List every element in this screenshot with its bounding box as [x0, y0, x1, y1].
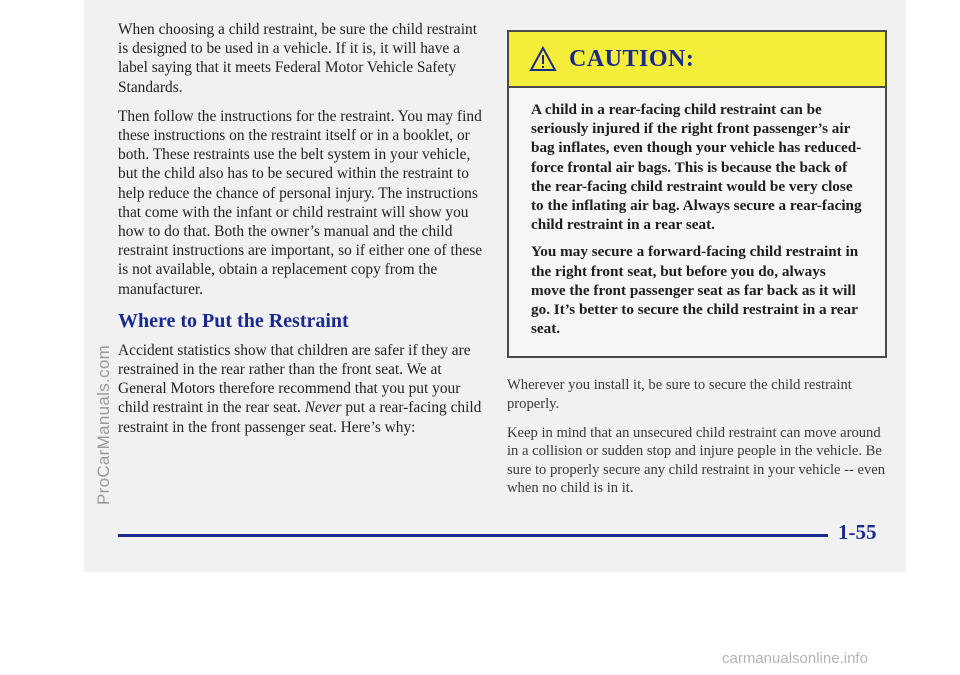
- paragraph-accident-statistics: [118, 341, 490, 437]
- caution-title: CAUTION:: [569, 45, 695, 72]
- left-column: [118, 20, 490, 447]
- caution-header: [509, 32, 885, 88]
- paragraph-secure-properly: Wherever you install it, be sure to secure the child restraint properly.: [507, 377, 852, 413]
- section-heading: Where to Put the Restraint: [118, 309, 349, 332]
- caution-paragraph-forward-facing: You may secure a forward-facing child restraint in the right front seat, but before you do, always move the front passenger seat as far back as it will go. It’s better to secure the child restraint in a rear seat.: [531, 243, 859, 338]
- page-number: 1-55: [838, 520, 877, 544]
- emphasis-never: Never: [304, 399, 342, 417]
- watermark-side: ProCarManuals.com: [94, 344, 113, 505]
- watermark-bottom: carmanualsonline.info: [722, 650, 868, 667]
- right-text: [507, 376, 887, 498]
- paragraph-federal-standards: When choosing a child restraint, be sure the child restraint is designed to be used in a vehicle. If it is, it will have a label saying that it meets Federal Motor Vehicle Safety Standards.: [118, 21, 477, 96]
- caution-box: [507, 30, 887, 358]
- right-column: [507, 30, 887, 508]
- text-segment: Accident statistics show that children are safer if they are restrained in the rear rather than the front seat. We at General Motors therefore recommend that you put your child restraint in the rear seat.: [118, 341, 471, 417]
- paragraph-unsecured-restraint: Keep in mind that an unsecured child restraint can move around in a collision or sudden stop and injure people in the vehicle. Be sure to properly secure any child restraint in your vehicle -- even when no child is in it.: [507, 424, 886, 497]
- footer-rule: [118, 534, 828, 537]
- paragraph-follow-instructions: Then follow the instructions for the restraint. You may find these instructions on the restraint itself or in a booklet, or both. These restraints use the belt system in your vehicle, but the child also has to be secured within the restraint to help reduce the chance of personal injury. The instructions that come with the infant or child restraint will show you how to do that. Both the owner’s manual and the child restraint instructions are important, so if either one of these is not available, obtain a replacement copy from the manufacturer.: [118, 107, 483, 298]
- caution-paragraph-rear-facing: A child in a rear-facing child restraint can be seriously injured if the right front passenger’s air bag inflates, even though your vehicle has reduced-force frontal air bags. This is because the back of the rear-facing child restraint would be very close to the inflating air bag. Always secure a rear-facing child restraint in a rear seat.: [531, 101, 862, 234]
- text-segment: put a rear-facing child restraint in the front passenger seat. Here’s why:: [118, 399, 482, 436]
- warning-triangle-icon: [529, 46, 557, 72]
- caution-body: [509, 88, 885, 356]
